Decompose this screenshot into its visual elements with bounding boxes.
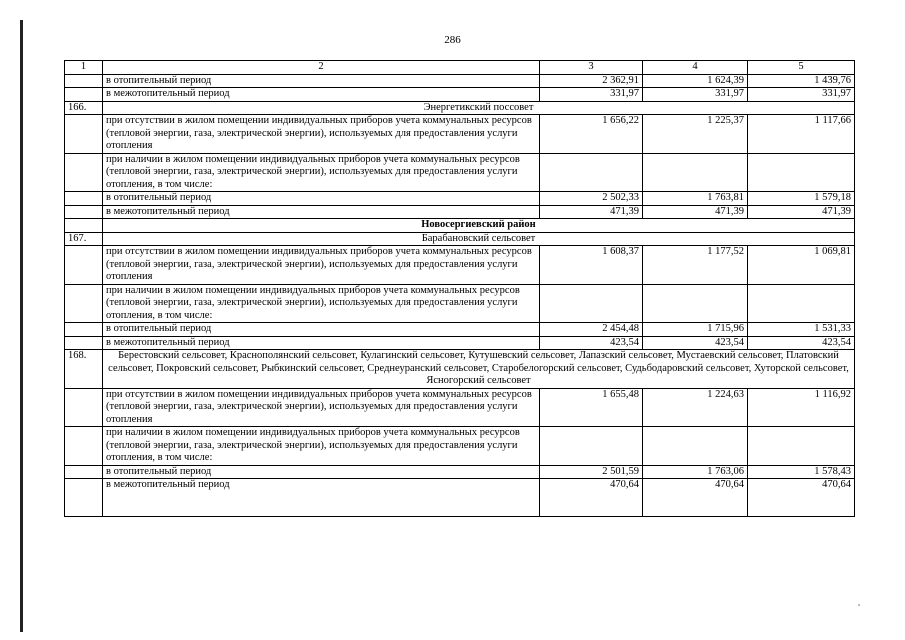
value-col-4: 470,64: [643, 479, 748, 517]
value-col-5: 470,64: [748, 479, 855, 517]
value-col-3: 2 502,33: [540, 192, 643, 206]
empty-cell: [65, 115, 103, 154]
value-col-3: 2 501,59: [540, 465, 643, 479]
district-title: Новосергиевский район: [103, 219, 855, 233]
section-title: Берестовский сельсовет, Краснополянский сельсовет, Кулагинский сельсовет, Кутушевский сельсовет, Лапазский сельсовет, Мустаевский сельсовет, Платовский сельсовет, Покровский сельсовет, Рыбкинский сельсовет, Среднеуранский сельсовет, Старобелогорский сельсовет, Судьбодаровский сельсовет, Хуторской сельсовет, Ясногорский сельсовет: [103, 350, 855, 389]
value-col-5: [748, 427, 855, 466]
description-row: [65, 388, 855, 427]
district-row: [65, 219, 855, 233]
header-col-3: 3: [540, 61, 643, 75]
value-col-4: 1 177,52: [643, 246, 748, 285]
value-col-3: [540, 427, 643, 466]
empty-cell: [65, 219, 103, 233]
table-row: [65, 336, 855, 350]
value-col-3: 423,54: [540, 336, 643, 350]
scan-speck: [858, 604, 860, 606]
value-col-3: 2 454,48: [540, 323, 643, 337]
table-row: [65, 205, 855, 219]
row-label: при наличии в жилом помещении индивидуальных приборов учета коммунальных ресурсов (тепловой энергии, газа, электрической энергии), используемых для предоставления услуги отопления, в том числе:: [103, 427, 540, 466]
row-label: в отопительный период: [103, 192, 540, 206]
empty-cell: [65, 88, 103, 102]
value-col-5: 1 069,81: [748, 246, 855, 285]
value-col-4: [643, 153, 748, 192]
empty-cell: [65, 192, 103, 206]
value-col-4: [643, 284, 748, 323]
section-title: Барабановский сельсовет: [103, 232, 855, 246]
row-label: в межотопительный период: [103, 88, 540, 102]
value-col-3: 1 655,48: [540, 388, 643, 427]
value-col-5: 1 531,33: [748, 323, 855, 337]
value-col-4: 1 225,37: [643, 115, 748, 154]
section-row: [65, 232, 855, 246]
value-col-4: [643, 427, 748, 466]
row-label: при наличии в жилом помещении индивидуальных приборов учета коммунальных ресурсов (тепловой энергии, газа, электрической энергии), используемых для предоставления услуги отопления, в том числе:: [103, 284, 540, 323]
row-number: 167.: [65, 232, 103, 246]
empty-cell: [65, 479, 103, 517]
row-label: в межотопительный период: [103, 205, 540, 219]
row-label: при отсутствии в жилом помещении индивидуальных приборов учета коммунальных ресурсов (тепловой энергии, газа, электрической энергии), используемых для предоставления услуги отопления: [103, 388, 540, 427]
value-col-4: 1 715,96: [643, 323, 748, 337]
row-label: в отопительный период: [103, 323, 540, 337]
section-row: [65, 350, 855, 389]
empty-cell: [65, 465, 103, 479]
description-row: [65, 284, 855, 323]
value-col-3: 470,64: [540, 479, 643, 517]
description-row: [65, 153, 855, 192]
table-row: [65, 74, 855, 88]
description-row: [65, 115, 855, 154]
value-col-5: [748, 284, 855, 323]
value-col-5: 1 116,92: [748, 388, 855, 427]
row-label: в отопительный период: [103, 74, 540, 88]
description-row: [65, 427, 855, 466]
section-title: Энергетикский поссовет: [103, 101, 855, 115]
table-row: [65, 88, 855, 102]
row-label: при наличии в жилом помещении индивидуальных приборов учета коммунальных ресурсов (тепловой энергии, газа, электрической энергии), используемых для предоставления услуги отопления, в том числе:: [103, 153, 540, 192]
empty-cell: [65, 246, 103, 285]
empty-cell: [65, 205, 103, 219]
empty-cell: [65, 336, 103, 350]
value-col-5: 1 117,66: [748, 115, 855, 154]
table-row: [65, 323, 855, 337]
value-col-3: 2 362,91: [540, 74, 643, 88]
value-col-5: 1 439,76: [748, 74, 855, 88]
empty-cell: [65, 427, 103, 466]
empty-cell: [65, 323, 103, 337]
header-col-1: 1: [65, 61, 103, 75]
value-col-3: [540, 153, 643, 192]
table-row: [65, 479, 855, 517]
header-col-2: 2: [103, 61, 540, 75]
value-col-4: 1 763,81: [643, 192, 748, 206]
empty-cell: [65, 153, 103, 192]
value-col-3: 1 656,22: [540, 115, 643, 154]
empty-cell: [65, 74, 103, 88]
row-label: при отсутствии в жилом помещении индивидуальных приборов учета коммунальных ресурсов (тепловой энергии, газа, электрической энергии), используемых для предоставления услуги отопления: [103, 246, 540, 285]
table-header-row: [65, 61, 855, 75]
value-col-3: 471,39: [540, 205, 643, 219]
row-label: в отопительный период: [103, 465, 540, 479]
page-number: 286: [444, 34, 461, 46]
value-col-5: 423,54: [748, 336, 855, 350]
value-col-4: 331,97: [643, 88, 748, 102]
table-row: [65, 465, 855, 479]
row-number: 166.: [65, 101, 103, 115]
row-label: в межотопительный период: [103, 336, 540, 350]
empty-cell: [65, 388, 103, 427]
description-row: [65, 246, 855, 285]
value-col-4: 1 624,39: [643, 74, 748, 88]
value-col-4: 1 224,63: [643, 388, 748, 427]
row-number: 168.: [65, 350, 103, 389]
value-col-3: 1 608,37: [540, 246, 643, 285]
table-row: [65, 192, 855, 206]
value-col-5: 1 579,18: [748, 192, 855, 206]
scan-edge-line: [20, 20, 23, 632]
header-col-5: 5: [748, 61, 855, 75]
value-col-5: 331,97: [748, 88, 855, 102]
value-col-4: 423,54: [643, 336, 748, 350]
value-col-4: 471,39: [643, 205, 748, 219]
row-label: при отсутствии в жилом помещении индивидуальных приборов учета коммунальных ресурсов (тепловой энергии, газа, электрической энергии), используемых для предоставления услуги отопления: [103, 115, 540, 154]
value-col-5: 471,39: [748, 205, 855, 219]
header-col-4: 4: [643, 61, 748, 75]
tariff-table: [64, 60, 855, 517]
value-col-5: [748, 153, 855, 192]
section-row: [65, 101, 855, 115]
value-col-5: 1 578,43: [748, 465, 855, 479]
value-col-4: 1 763,06: [643, 465, 748, 479]
value-col-3: 331,97: [540, 88, 643, 102]
empty-cell: [65, 284, 103, 323]
value-col-3: [540, 284, 643, 323]
row-label: в межотопительный период: [103, 479, 540, 517]
